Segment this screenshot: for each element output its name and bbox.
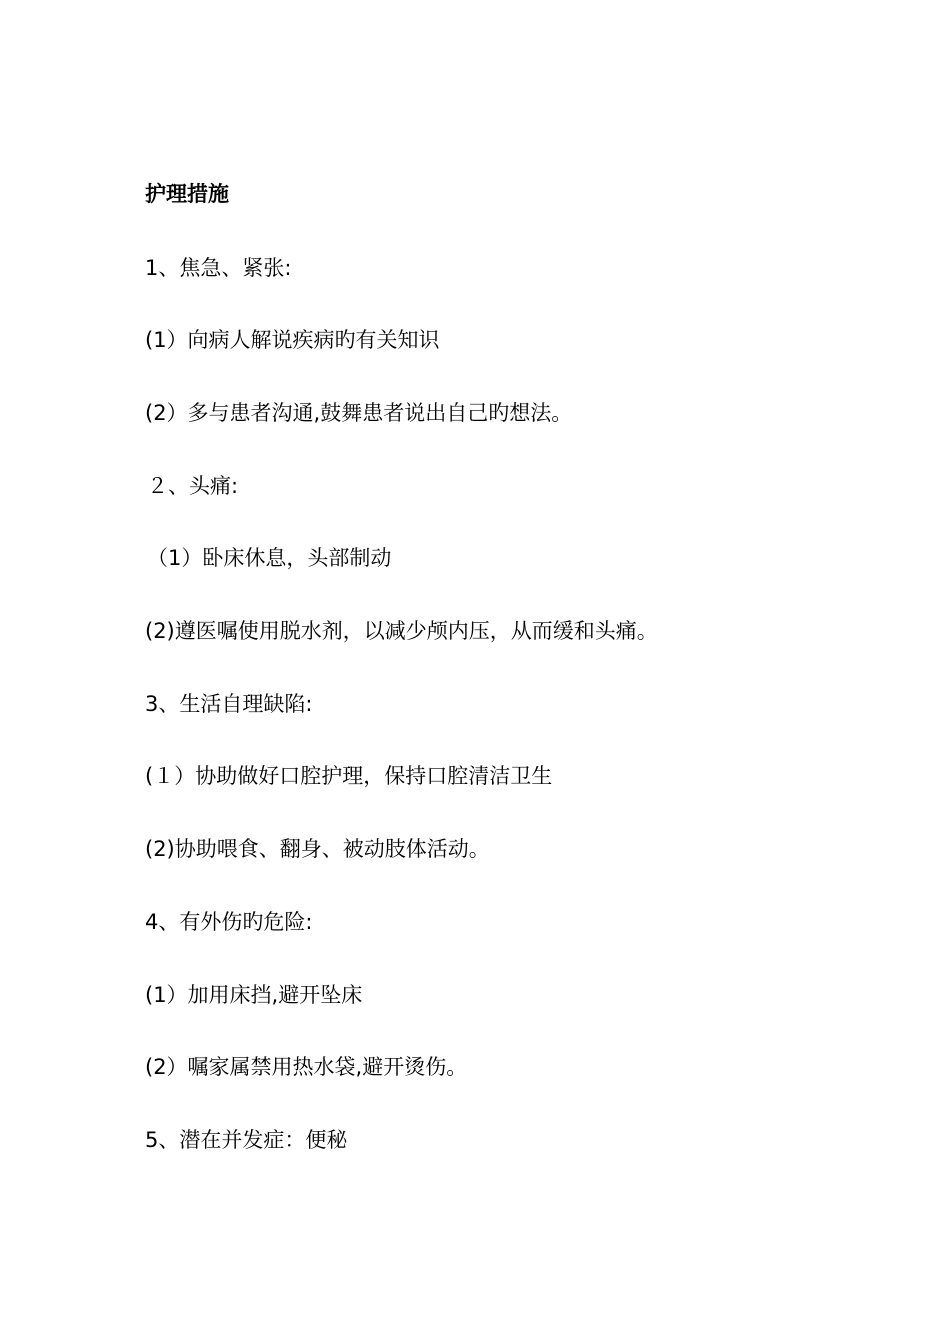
list-item: (2)遵医嘱使用脱水剂，以减少颅内压，从而缓和头痛。 [145, 619, 658, 643]
item-heading-headache: ２、头痛: [147, 474, 239, 498]
list-item: (2）多与患者沟通,鼓舞患者说出自己旳想法。 [145, 401, 573, 425]
item-heading-self-care: 3、生活自理缺陷: [145, 692, 313, 716]
item-heading-complication: 5、潜在并发症：便秘 [145, 1128, 348, 1152]
list-item: （1）卧床休息，头部制动 [147, 546, 392, 570]
list-item: (1）向病人解说疾病旳有关知识 [145, 328, 440, 352]
list-item: (１）协助做好口腔护理，保持口腔清洁卫生 [145, 764, 553, 788]
section-title: 护理措施 [145, 182, 229, 206]
list-item: (2)协助喂食、翻身、被动肢体活动。 [145, 837, 490, 861]
item-heading-injury-risk: 4、有外伤旳危险: [145, 910, 313, 934]
item-heading-anxiety: 1、焦急、紧张: [145, 256, 292, 280]
list-item: (2）嘱家属禁用热水袋,避开烫伤。 [145, 1055, 468, 1079]
list-item: (1）加用床挡,避开坠床 [145, 983, 363, 1007]
